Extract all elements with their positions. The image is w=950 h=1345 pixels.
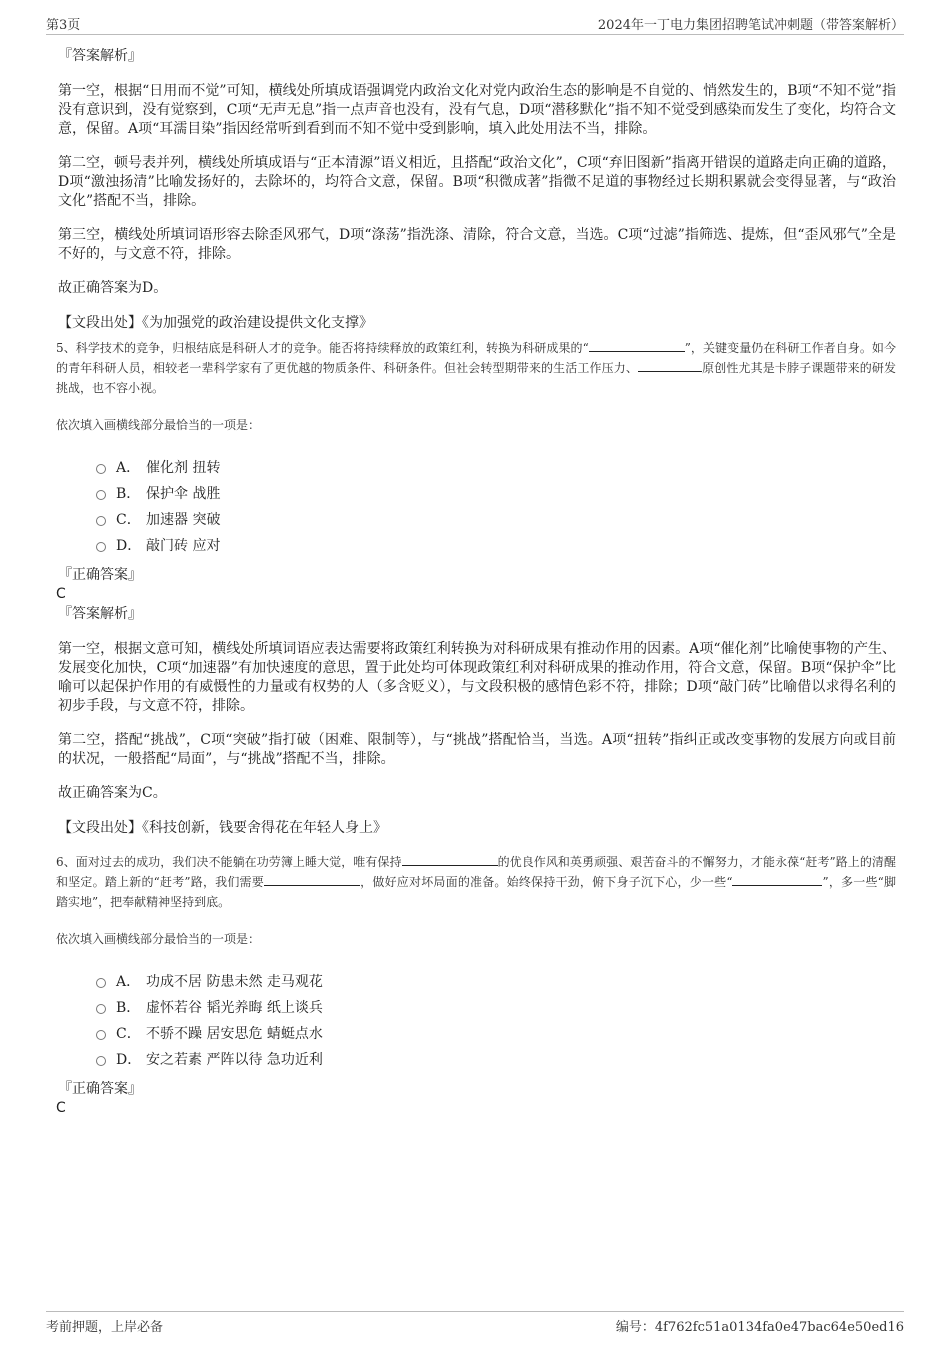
question-5-prompt: 依次填入画横线部分最恰当的一项是： (56, 418, 261, 432)
option-b[interactable]: B． 保护伞 战胜 (96, 480, 896, 506)
option-c[interactable]: C． 加速器 突破 (96, 506, 896, 532)
question-5-text: 5、科学技术的竞争，归根结底是科研人才的竞争。能否将持续释放的政策红利，转换为科研成果的“ ”，关键变量仍在科研工作者自身。如今的青年科研人员，相较老一辈科学家有了更优越的物质条件、科研条件。但社会转型期带来的生活工作压力、 原创性尤其是卡脖子课题带来的研发挑战，也不容小视。 (56, 341, 896, 395)
fill-blank (732, 873, 822, 886)
option-d[interactable]: D． 敲门砖 应对 (96, 532, 896, 558)
passage-source: 【文段出处】《科技创新，钱要舍得花在年轻人身上》 (58, 820, 387, 836)
analysis-heading: 『答案解析』 (58, 48, 142, 64)
question-5-options (96, 454, 896, 558)
analysis-paragraph: 第二空，搭配“挑战”，C项“突破”指打破（困难、限制等），与“挑战”搭配恰当，当选。A项“扭转”指纠正或改变事物的发展方向或目前的状况，一般搭配“局面”，与“挑战”搭配不当，排除。 (58, 732, 896, 767)
analysis-paragraph: 第二空，顿号表并列，横线处所填成语与“正本清源”语义相近，且搭配“政治文化”，C项“弃旧图新”指离开错误的道路走向正确的道路，D项“激浊扬清”比喻发扬好的，去除坏的，均符合文意，保留。B项“积微成著”指微不足道的事物经过长期积累就会变得显著，与“政治文化”搭配不当，排除。 (58, 155, 896, 209)
correct-answer-value: C (56, 586, 66, 602)
analysis-heading: 『答案解析』 (58, 606, 142, 622)
radio-button[interactable] (96, 1030, 106, 1040)
fill-blank (402, 853, 498, 866)
radio-button[interactable] (96, 464, 106, 474)
analysis-paragraph: 第一空，根据文意可知，横线处所填词语应表达需要将政策红利转换为对科研成果有推动作用的因素。A项“催化剂”比喻使事物的产生、发展变化加快，C项“加速器”有加快速度的意思，置于此处均可体现政策红利对科研成果的推动作用，符合文意，保留。B项“保护伞”比喻可以起保护作用的有威慑性的力量或有权势的人（多含贬义），与文段积极的感情色彩不符，排除；D项“敲门砖”比喻借以求得名利的初步手段，与文意不符，排除。 (58, 641, 896, 714)
radio-button[interactable] (96, 1004, 106, 1014)
radio-button[interactable] (96, 1056, 106, 1066)
option-a[interactable]: A． 功成不居 防患未然 走马观花 (96, 968, 896, 994)
fill-blank (638, 359, 702, 372)
radio-button[interactable] (96, 516, 106, 526)
correct-answer-heading: 『正确答案』 (58, 1081, 142, 1097)
passage-source: 【文段出处】《为加强党的政治建设提供文化支撑》 (58, 315, 373, 331)
analysis-paragraph: 第一空，根据“日用而不觉”可知，横线处所填成语强调党内政治文化对党内政治生态的影响是不自觉的、悄然发生的，B项“不知不觉”指没有意识到，没有觉察到，C项“无声无息”指一点声音也没有，没有气息，D项“潜移默化”指不知不觉受到感染而发生了变化，均符合文意，保留。A项“耳濡目染”指因经常听到看到而不知不觉中受到影响，填入此处用法不当，排除。 (58, 83, 896, 137)
option-b[interactable]: B． 虚怀若谷 韬光养晦 纸上谈兵 (96, 994, 896, 1020)
radio-button[interactable] (96, 542, 106, 552)
question-6-text: 6、面对过去的成功，我们决不能躺在功劳簿上睡大觉，唯有保持 的优良作风和英勇顽强、艰苦奋斗的不懈努力，才能永葆“赶考”路上的清醒和坚定。踏上新的“赶考”路，我们需要 ，做好应对坏局面的准备。始终保持干劲，俯下身子沉下心，少一些“ ”，多一些“脚踏实地”，把奉献精神坚持到底。 (56, 855, 896, 909)
correct-answer-heading: 『正确答案』 (58, 567, 142, 583)
page-header (46, 12, 904, 35)
analysis-paragraph: 第三空，横线处所填词语形容去除歪风邪气，D项“涤荡”指洗涤、清除，符合文意，当选。C项“过滤”指筛选、提炼，但“歪风邪气”全是不好的，与文意不符，排除。 (58, 227, 896, 262)
question-6-options (96, 968, 896, 1072)
question-6-prompt: 依次填入画横线部分最恰当的一项是： (56, 932, 261, 946)
radio-button[interactable] (96, 490, 106, 500)
footer-slogan: 考前押题，上岸必备 (46, 1320, 164, 1335)
page-number: 第3页 (46, 18, 81, 33)
analysis-conclusion: 故正确答案为C。 (58, 785, 167, 801)
fill-blank (264, 873, 360, 886)
document-title: 2024年一丁电力集团招聘笔试冲刺题（带答案解析） (597, 18, 904, 33)
option-a[interactable]: A． 催化剂 扭转 (96, 454, 896, 480)
analysis-conclusion: 故正确答案为D。 (58, 280, 168, 296)
document-id: 编号：4f762fc51a0134fa0e47bac64e50ed16 (615, 1320, 904, 1335)
option-d[interactable]: D． 安之若素 严阵以待 急功近利 (96, 1046, 896, 1072)
correct-answer-value: C (56, 1100, 66, 1116)
radio-button[interactable] (96, 978, 106, 988)
option-c[interactable]: C． 不骄不躁 居安思危 蜻蜓点水 (96, 1020, 896, 1046)
fill-blank (589, 339, 685, 352)
page-footer (46, 1311, 904, 1336)
page-content (56, 46, 896, 1118)
